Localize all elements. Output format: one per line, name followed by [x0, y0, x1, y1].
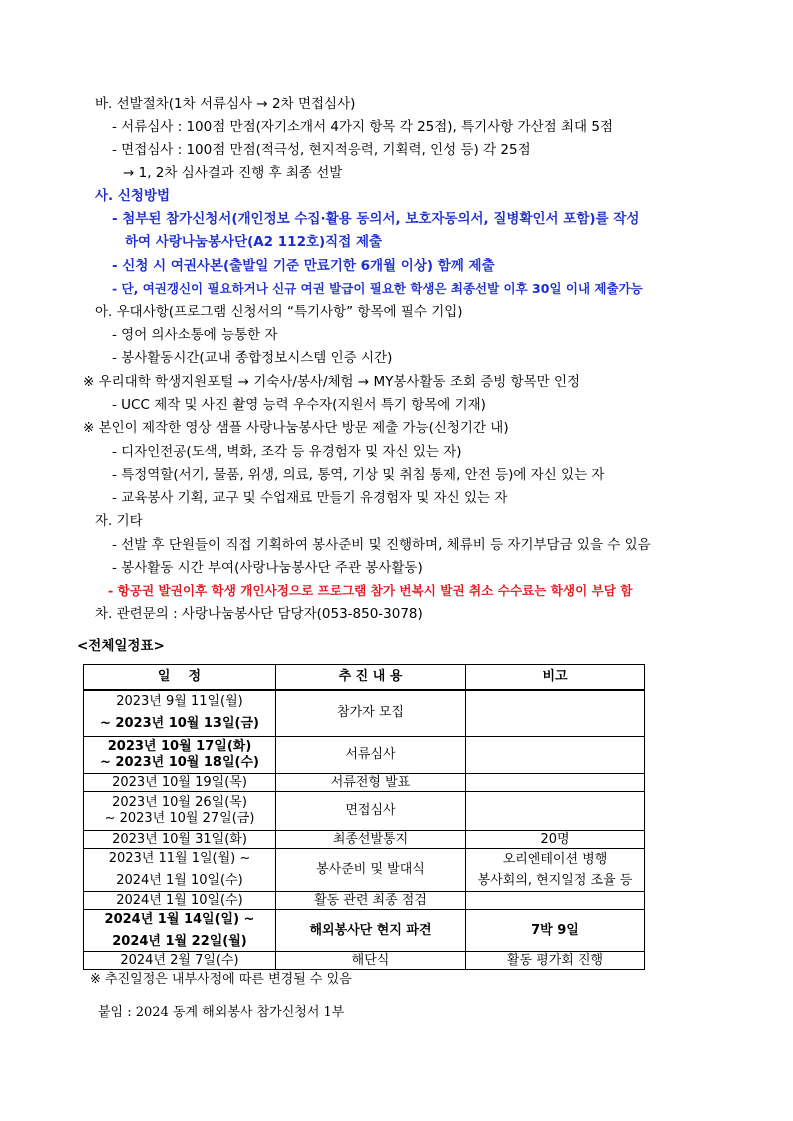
table-row	[84, 952, 645, 970]
row-content: 서류심사	[276, 737, 466, 774]
schedule-table	[83, 664, 645, 970]
interview-screening-item: - 면접심사 : 100점 만점(적극성, 현지적응력, 기획력, 인성 등) 각 25점	[112, 142, 531, 158]
row-content: 해외봉사단 현지 파견	[276, 910, 466, 952]
table-row	[84, 892, 645, 910]
row-note-line1: 오리엔테이션 병행	[502, 851, 608, 867]
section-ba-heading: 바. 선발절차(1차 서류심사 → 2차 면접심사)	[95, 96, 356, 112]
row-content: 면접심사	[276, 792, 466, 831]
application-submit-item-cont: 하여 사랑나눔봉사단(A2 112호)직접 제출	[125, 234, 383, 250]
header-note: 비고	[466, 665, 645, 690]
row-note: 7박 9일	[466, 910, 645, 952]
table-row	[84, 774, 645, 792]
row-date	[84, 737, 276, 774]
row-note	[466, 892, 645, 910]
preference-note: ※ 본인이 제작한 영상 샘플 사랑나눔봉사단 방문 제출 가능(신청기간 내)	[83, 420, 509, 436]
section-cha-contact: 차. 관련문의 : 사랑나눔봉사단 담당자(053-850-3078)	[95, 606, 423, 622]
attachment-note: 붙임 : 2024 동계 해외봉사 참가신청서 1부	[98, 1005, 345, 1020]
row-note	[466, 792, 645, 831]
section-a-heading: 아. 우대사항(프로그램 신청서의 “특기사항” 항목에 필수 기입)	[95, 304, 463, 320]
preference-item: - 봉사활동시간(교내 종합정보시스템 인증 시간)	[112, 350, 393, 366]
row-date: 2024년 1월 10일(수)	[84, 892, 276, 910]
row-date-start: 2023년 10월 17일(화)	[107, 739, 252, 754]
table-row	[84, 737, 645, 774]
row-note: 20명	[466, 831, 645, 849]
preference-item: - 디자인전공(도색, 벽화, 조각 등 유경험자 및 자신 있는 자)	[112, 444, 462, 460]
row-date-end: 2024년 1월 22일(월)	[112, 933, 247, 949]
row-date-start: 2024년 1월 14일(일) ~	[104, 911, 255, 927]
schedule-title: <전체일정표>	[77, 638, 165, 654]
row-note	[466, 690, 645, 737]
final-selection-item: → 1, 2차 심사결과 진행 후 최종 선발	[123, 165, 343, 181]
preference-item: - 특정역할(서기, 물품, 위생, 의료, 통역, 기상 및 취침 통제, 안전 등)에 자신 있는 자	[112, 467, 605, 483]
row-content: 서류전형 발표	[276, 774, 466, 792]
row-content: 활동 관련 최종 점검	[276, 892, 466, 910]
row-date-start: 2023년 11월 1일(월) ~	[108, 851, 251, 866]
header-content: 추 진 내 용	[276, 665, 466, 690]
schedule-footnote: ※ 추진일정은 내부사정에 따른 변경될 수 있음	[90, 972, 352, 987]
row-note: 활동 평가회 진행	[466, 952, 645, 970]
preference-item: - UCC 제작 및 사진 촬영 능력 우수자(지원서 특기 항목에 기재)	[112, 397, 486, 413]
row-note-line2: 봉사회의, 현지일정 조율 등	[477, 872, 633, 888]
table-row	[84, 849, 645, 892]
application-submit-item: - 첨부된 참가신청서(개인정보 수집·활용 동의서, 보호자동의서, 질병확인서 포함)를 작성	[112, 211, 640, 227]
misc-item: - 선발 후 단원들이 직접 기획하여 봉사준비 및 진행하며, 체류비 등 자기부담금 있을 수 있음	[112, 537, 651, 553]
table-row	[84, 910, 645, 952]
section-ja-heading: 자. 기타	[95, 513, 143, 529]
row-date-end: ~ 2023년 10월 18일(수)	[100, 755, 259, 770]
misc-item: - 봉사활동 시간 부여(사랑나눔봉사단 주관 봉사활동)	[112, 560, 423, 576]
row-date	[84, 849, 276, 892]
preference-item: - 교육봉사 기획, 교구 및 수업재료 만들기 유경험자 및 자신 있는 자	[112, 490, 508, 506]
row-date: 2023년 10월 31일(화)	[84, 831, 276, 849]
row-date	[84, 792, 276, 831]
preference-note: ※ 우리대학 학생지원포털 → 기숙사/봉사/체험 → MY봉사활동 조회 증빙 항목만 인정	[83, 374, 581, 390]
row-note	[466, 849, 645, 892]
misc-item-warning: - 항공권 발권이후 학생 개인사정으로 프로그램 참가 번복시 발권 취소 수수료는 학생이 부담 함	[108, 583, 633, 598]
table-row	[84, 831, 645, 849]
row-date-start: 2023년 9월 11일(월)	[116, 694, 243, 710]
row-content: 참가자 모집	[276, 690, 466, 737]
row-date-start: 2023년 10월 26일(목)	[112, 795, 247, 810]
row-date-end: ~ 2023년 10월 13일(금)	[100, 716, 259, 732]
passport-renewal-item: - 단, 여권갱신이 필요하거나 신규 여권 발급이 필요한 학생은 최종선발 이후 30일 이내 제출가능	[112, 281, 643, 296]
section-sa-heading: 사. 신청방법	[95, 188, 171, 204]
row-date	[84, 690, 276, 737]
row-content: 해단식	[276, 952, 466, 970]
row-content: 봉사준비 및 발대식	[276, 849, 466, 892]
preference-item: - 영어 의사소통에 능통한 자	[112, 327, 278, 343]
row-note	[466, 737, 645, 774]
table-row	[84, 690, 645, 737]
row-date-end: ~ 2023년 10월 27일(금)	[104, 811, 255, 826]
row-date: 2024년 2월 7일(수)	[84, 952, 276, 970]
row-date: 2023년 10월 19일(목)	[84, 774, 276, 792]
passport-copy-item: - 신청 시 여권사본(출발일 기준 만료기한 6개월 이상) 함께 제출	[112, 258, 495, 274]
table-row	[84, 792, 645, 831]
row-date-end: 2024년 1월 10일(수)	[116, 873, 243, 888]
row-note	[466, 774, 645, 792]
row-date	[84, 910, 276, 952]
document-screening-item: - 서류심사 : 100점 만점(자기소개서 4가지 항목 각 25점), 특기사항 가산점 최대 5점	[112, 119, 614, 135]
row-content: 최종선발통지	[276, 831, 466, 849]
header-date: 일 정	[84, 665, 276, 690]
schedule-header-row	[84, 665, 645, 690]
